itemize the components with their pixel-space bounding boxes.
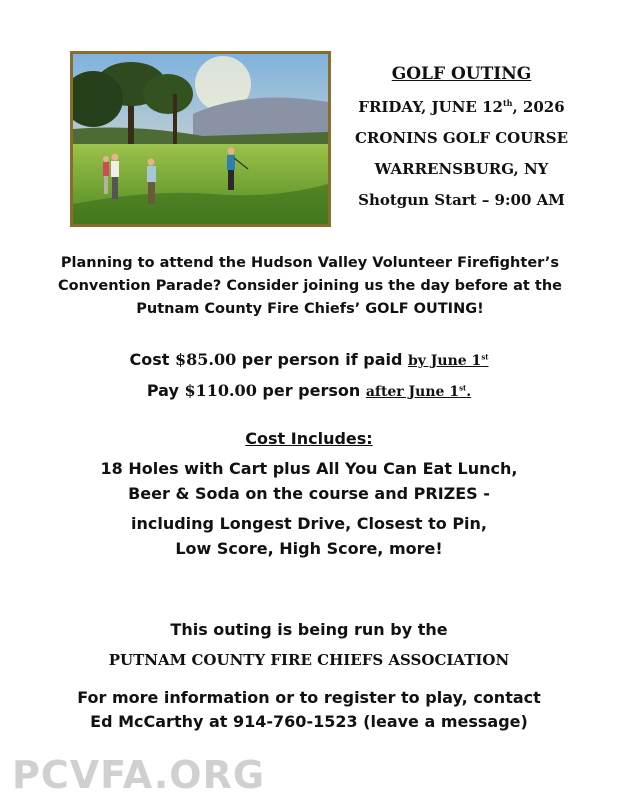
includes-heading: Cost Includes: (245, 429, 373, 448)
includes-line: 18 Holes with Cart plus All You Can Eat Lunch, (100, 459, 518, 478)
event-date-year: , 2026 (512, 98, 565, 116)
late-deadline (366, 384, 471, 400)
event-location: WARRENSBURG, NY (374, 160, 549, 178)
early-deadline-suffix: st (481, 352, 489, 362)
organizer-name: PUTNAM COUNTY FIRE CHIEFS ASSOCIATION (108, 651, 510, 669)
intro-line: Convention Parade? Consider joining us the day before at the (57, 278, 562, 294)
event-date-suffix: th (502, 98, 513, 108)
contact-line: For more information or to register to play, contact (77, 688, 541, 707)
event-start-time: Shotgun Start – 9:00 AM (358, 191, 565, 209)
intro-line: Putnam County Fire Chiefs’ GOLF OUTING! (136, 301, 484, 317)
contact-phone-line: Ed McCarthy at 914-760-1523 (leave a message) (90, 712, 528, 731)
late-deadline-text: after June 1 (365, 384, 460, 400)
early-price-prefix: Cost (129, 350, 175, 369)
event-date-main: FRIDAY, JUNE 12 (358, 98, 503, 116)
event-date (345, 98, 578, 116)
early-deadline-text: by June 1 (408, 353, 482, 369)
late-price-prefix: Pay (146, 381, 185, 400)
organizer-intro: This outing is being run by the (170, 620, 448, 639)
late-deadline-period: . (466, 384, 472, 400)
includes-line: Low Score, High Score, more! (175, 539, 443, 558)
intro-paragraph (40, 252, 580, 321)
late-price: $110.00 (184, 381, 257, 400)
late-price-mid: per person (256, 381, 366, 400)
early-deadline (408, 353, 489, 369)
event-course: CRONINS GOLF COURSE (354, 129, 569, 147)
early-price-line (0, 350, 618, 369)
late-deadline-suffix: st (459, 383, 467, 393)
early-price: $85.00 (174, 350, 237, 369)
includes-line: Beer & Soda on the course and PRIZES - (128, 484, 490, 503)
early-price-mid: per person if paid (236, 350, 408, 369)
pcvfa-watermark: PCVFA.ORG (12, 753, 266, 797)
event-title: GOLF OUTING (391, 64, 532, 84)
includes-line: including Longest Drive, Closest to Pin, (130, 514, 488, 533)
intro-line: Planning to attend the Hudson Valley Volunteer Firefighter’s (60, 255, 560, 271)
golf-course-photo (70, 51, 331, 227)
late-price-line (0, 381, 618, 400)
